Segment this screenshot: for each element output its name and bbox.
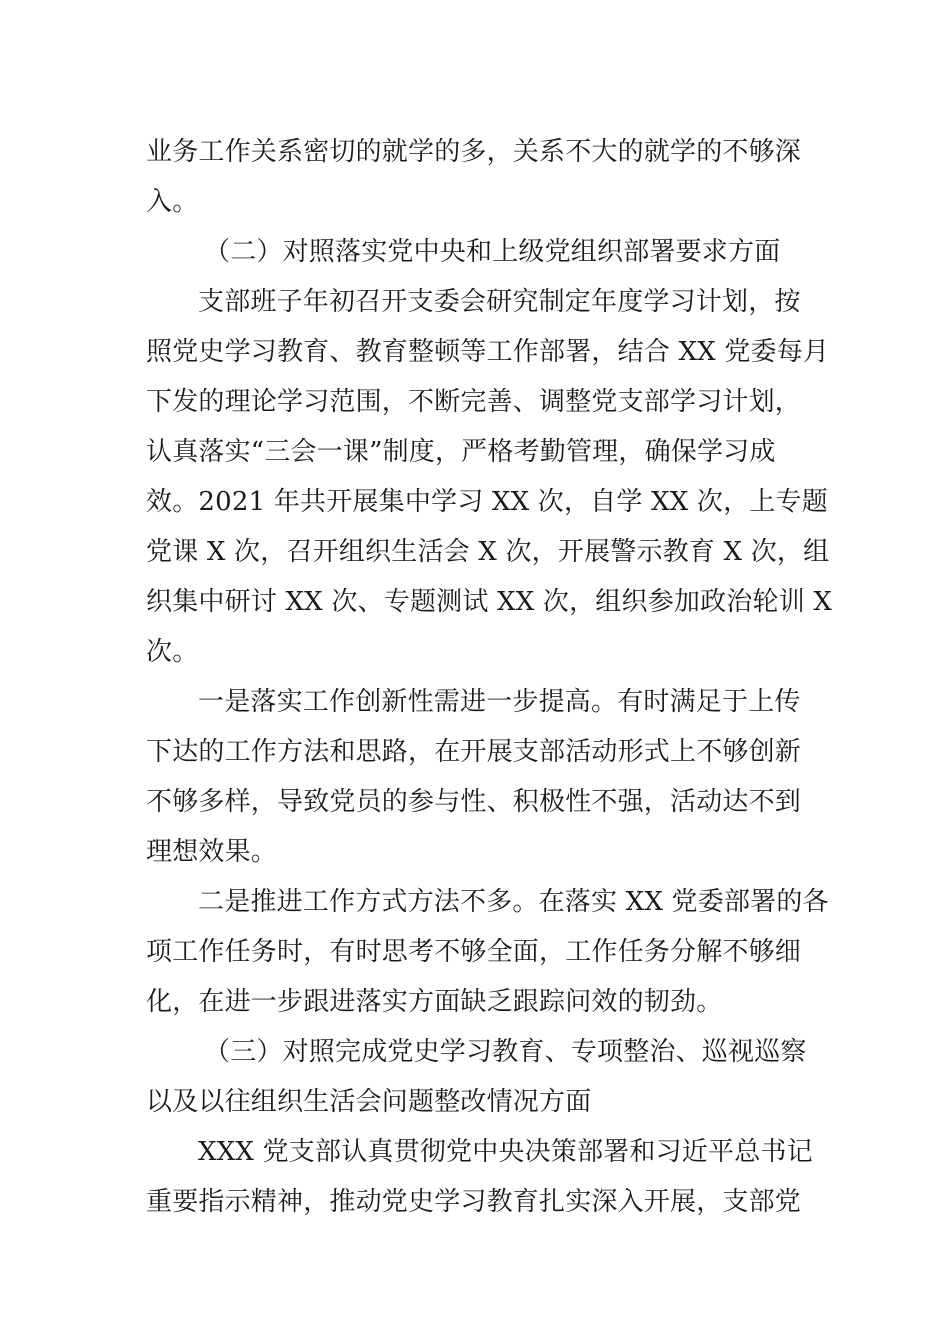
body-text-line: 效。2021 年共开展集中学习 XX 次，自学 XX 次，上专题 — [146, 487, 828, 517]
body-text-line: 次。 — [146, 637, 199, 667]
body-text-line: 照党史学习教育、教育整顿等工作部署，结合 XX 党委每月 — [146, 337, 830, 367]
body-text-line: 支部班子年初召开支委会研究制定年度学习计划，按 — [198, 287, 801, 317]
body-text-line: 项工作任务时，有时思考不够全面，工作任务分解不够细 — [146, 937, 802, 967]
body-text-line: 理想效果。 — [146, 837, 278, 867]
body-text-line: 入。 — [146, 187, 199, 217]
body-text-line: 不够多样，导致党员的参与性、积极性不强，活动达不到 — [146, 787, 802, 817]
body-text-line: 一是落实工作创新性需进一步提高。有时满足于上传 — [198, 687, 801, 717]
body-text-line: XXX 党支部认真贯彻党中央决策部署和习近平总书记 — [198, 1137, 813, 1167]
body-text-line: 重要指示精神，推动党史学习教育扎实深入开展，支部党 — [146, 1187, 802, 1217]
body-text-line: 下达的工作方法和思路，在开展支部活动形式上不够创新 — [146, 737, 802, 767]
body-text-line: 化，在进一步跟进落实方面缺乏跟踪问效的韧劲。 — [146, 987, 723, 1017]
section-heading-continued: 以及以往组织生活会问题整改情况方面 — [146, 1087, 592, 1117]
body-text-line: 党课 X 次，召开组织生活会 X 次，开展警示教育 X 次，组 — [146, 537, 830, 567]
section-heading: （二）对照落实党中央和上级党组织部署要求方面 — [204, 237, 781, 267]
body-text-line: 织集中研讨 XX 次、专题测试 XX 次，组织参加政治轮训 X — [146, 587, 833, 617]
body-text-line: 认真落实“三会一课”制度，严格考勤管理，确保学习成 — [146, 437, 776, 467]
body-text-line: 下发的理论学习范围，不断完善、调整党支部学习计划， — [146, 387, 802, 417]
body-text-line: 二是推进工作方式方法不多。在落实 XX 党委部署的各 — [198, 887, 829, 917]
section-heading: （三）对照完成党史学习教育、专项整治、巡视巡察 — [204, 1037, 807, 1067]
body-text-line: 业务工作关系密切的就学的多，关系不大的就学的不够深 — [146, 137, 802, 167]
